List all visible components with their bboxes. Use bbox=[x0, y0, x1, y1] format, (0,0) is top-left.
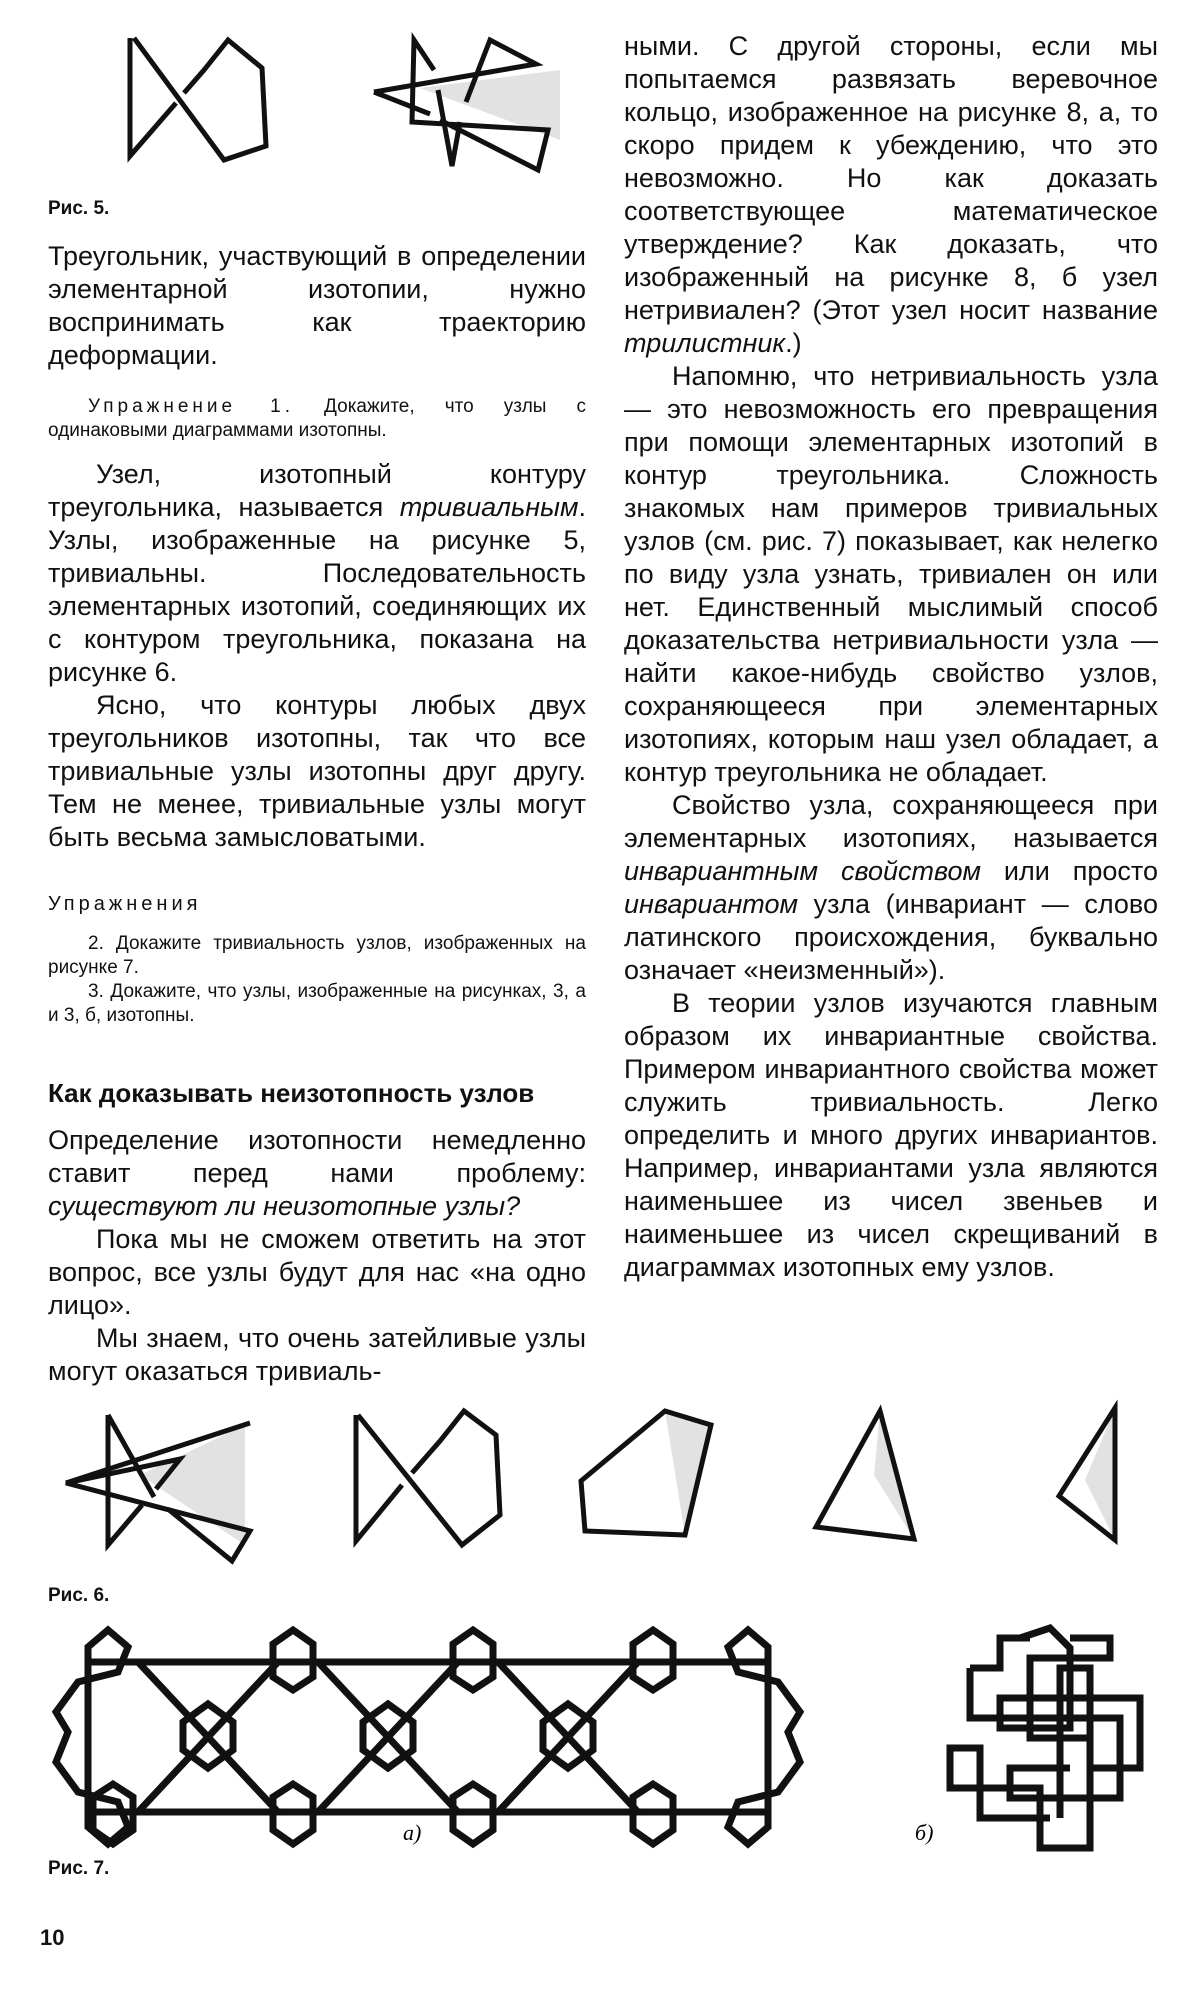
left-paragraph-5: Пока мы не сможем ответить на этот вопрос, все узлы будут для нас «на одно лицо». bbox=[48, 1224, 586, 1320]
left-column-body bbox=[48, 458, 586, 854]
fig6-step1-star bbox=[60, 1405, 260, 1565]
fig7b-square-knot bbox=[915, 1618, 1160, 1858]
fig6-step4-triangle bbox=[810, 1405, 950, 1565]
fig6-step5-triangle bbox=[1055, 1400, 1135, 1570]
right-column bbox=[624, 30, 1158, 1284]
right-paragraph-1: ными. С другой стороны, если мы попытаемся развязать веревочное кольцо, изображенное на рисунке 8, а, то скоро придем к убеждению, что это невозможно. Но как доказать соответствующее математическое утверждение? Как доказать, что изображенный на рисунке 8, б узел нетривиален? (Этот узел носит название трилистник.) bbox=[624, 31, 1158, 358]
right-paragraph-4: В теории узлов изучаются главным образом их инвариантные свойства. Примером инвариантного свойства может служить тривиальность. Легко определить и много других инвариантов. Например, инвариантами узла являются наименьшее из чисел звеньев и наименьшее из чисел скрещиваний в диаграммах изотопных ему узлов. bbox=[624, 988, 1158, 1282]
left-column-lower bbox=[48, 1124, 586, 1388]
page-number: 10 bbox=[40, 1925, 65, 1950]
left-column bbox=[48, 240, 586, 372]
exercise-2: 2. Докажите тривиальность узлов, изображенных на рисунке 7. bbox=[48, 933, 586, 978]
fig7b-label: б) bbox=[915, 1820, 934, 1845]
fig6-step3-pentagon bbox=[575, 1405, 735, 1555]
exercises-title: Упражнения bbox=[48, 893, 202, 915]
term-invariant: инвариантом bbox=[624, 889, 799, 919]
fig5-knot-bowtie bbox=[120, 30, 280, 170]
fig5-knot-star bbox=[360, 30, 560, 180]
exercise-1-text: Докажите, что узлы с одинаковыми диаграммами изотопны. bbox=[48, 396, 586, 441]
fig7-caption: Рис. 7. bbox=[48, 1858, 110, 1879]
left-paragraph-6: Мы знаем, что очень затейливые узлы могут оказаться тривиаль- bbox=[48, 1323, 586, 1386]
term-trivial: тривиальным bbox=[399, 492, 579, 522]
fig6-caption: Рис. 6. bbox=[48, 1585, 110, 1606]
exercise-1-title: Упражнение 1. bbox=[88, 396, 294, 417]
left-paragraph-1: Треугольник, участвующий в определении элементарной изотопии, нужно воспринимать как траекторию деформации. bbox=[48, 241, 586, 370]
exercise-3: 3. Докажите, что узлы, изображенные на рисунках, 3, а и 3, б, изотопны. bbox=[48, 981, 586, 1026]
fig6-step2-bowtie bbox=[350, 1405, 510, 1555]
fig7a-chain-knot bbox=[48, 1622, 798, 1852]
left-paragraph-2: Узел, изотопный контуру треугольника, называется тривиальным. Узлы, изображенные на рисунке 5, тривиальны. Последовательность элементарных изотопий, соединяющих их с контуром треугольника, показана на рисунке 6. bbox=[48, 459, 586, 687]
term-invariant-property: инвариантным свойством bbox=[624, 856, 981, 886]
exercise-1 bbox=[48, 395, 586, 443]
fig7a-label: а) bbox=[403, 1820, 422, 1845]
fig5-caption: Рис. 5. bbox=[48, 198, 110, 219]
exercises-list bbox=[48, 932, 586, 1028]
section-heading: Как доказывать неизотопность узлов bbox=[48, 1078, 535, 1108]
right-paragraph-3: Свойство узла, сохраняющееся при элементарных изотопиях, называется инвариантным свойством или просто инвариантом узла (инвариант — слово латинского происхождения, буквально означает «неизменный»). bbox=[624, 790, 1158, 985]
question-italic: существуют ли неизотопные узлы? bbox=[48, 1191, 521, 1221]
term-trefoil: трилистник bbox=[624, 328, 786, 358]
left-paragraph-4: Определение изотопности немедленно ставит перед нами проблему: существуют ли неизотопные узлы? bbox=[48, 1125, 586, 1221]
right-paragraph-2: Напомню, что нетривиальность узла — это невозможность его превращения при помощи элементарных изотопий в контур треугольника. Сложность знакомых нам примеров тривиальных узлов (см. рис. 7) показывает, как нелегко по виду узла узнать, тривиален он или нет. Единственный мыслимый способ доказательства нетривиальности узла — найти какое-нибудь свойство узлов, сохраняющееся при элементарных изотопиях, которым наш узел обладает, а контур треугольника не обладает. bbox=[624, 361, 1158, 787]
left-paragraph-3: Ясно, что контуры любых двух треугольников изотопны, так что все тривиальные узлы изотопны друг другу. Тем не менее, тривиальные узлы могут быть весьма замысловатыми. bbox=[48, 690, 586, 852]
